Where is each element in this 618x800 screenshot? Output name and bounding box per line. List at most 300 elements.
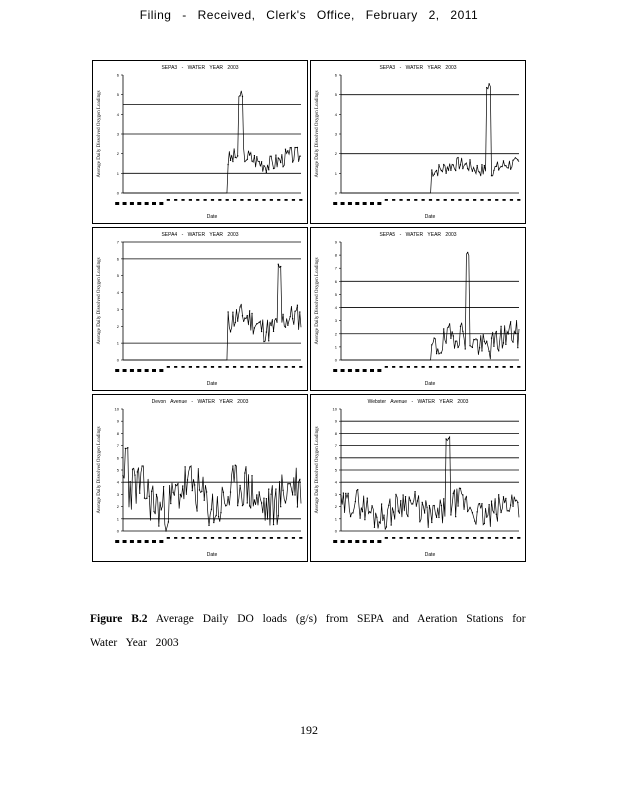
x-tick-mark (451, 199, 454, 201)
data-point (477, 165, 478, 166)
data-point (438, 164, 439, 165)
x-tick-mark (422, 199, 425, 201)
y-tick-label: 3 (334, 318, 337, 324)
chart-webster (311, 395, 525, 561)
data-point (489, 351, 490, 352)
data-point (398, 510, 399, 511)
data-point (268, 340, 269, 341)
y-tick-label: 4 (334, 479, 337, 485)
chart-devon (93, 395, 307, 561)
chart-panel-devon (92, 394, 308, 562)
y-axis-label: Average Daily Dissolved Oxygen Loadings (315, 90, 320, 178)
data-point (391, 524, 392, 525)
y-tick-label: 1 (334, 516, 337, 522)
series-line (341, 252, 519, 360)
data-point (275, 155, 276, 156)
x-tick-mark (414, 199, 417, 201)
y-tick-label: 0 (116, 528, 119, 534)
data-point (450, 514, 451, 515)
data-point (230, 491, 231, 492)
data-point (287, 483, 288, 484)
x-tick-mark (495, 537, 498, 539)
data-point (493, 170, 494, 171)
data-point (137, 471, 138, 472)
x-tick-mark (248, 366, 251, 368)
data-point (268, 489, 269, 490)
data-point (122, 475, 123, 476)
data-point (142, 465, 143, 466)
x-tick-mark (204, 199, 207, 201)
chart-panel-sepa5 (310, 227, 526, 391)
data-point (462, 494, 463, 495)
data-point (127, 447, 128, 448)
data-point (434, 338, 435, 339)
x-tick-mark (392, 199, 395, 201)
data-point (383, 515, 384, 516)
data-point (254, 327, 255, 328)
data-point (256, 323, 257, 324)
y-tick-label: 5 (334, 467, 337, 473)
data-point (232, 312, 233, 313)
data-point (491, 338, 492, 339)
data-point (352, 512, 353, 513)
y-tick-label: 6 (334, 72, 337, 78)
data-point (503, 342, 504, 343)
data-point (285, 502, 286, 503)
data-point (294, 311, 295, 312)
data-point (285, 327, 286, 328)
x-tick-mark (385, 199, 388, 201)
data-point (242, 505, 243, 506)
x-tick-mark (517, 537, 520, 539)
data-point (472, 512, 473, 513)
series-line (123, 91, 301, 193)
data-point (244, 161, 245, 162)
y-tick-label: 5 (116, 467, 119, 473)
x-tick-mark (363, 202, 367, 205)
data-point (156, 494, 157, 495)
x-tick-mark (370, 202, 374, 205)
data-point (273, 331, 274, 332)
data-point (450, 170, 451, 171)
data-point (486, 87, 487, 88)
data-point (386, 526, 387, 527)
data-point (249, 154, 250, 155)
data-point (474, 521, 475, 522)
data-point (446, 173, 447, 174)
x-tick-mark (145, 202, 149, 205)
data-point (472, 171, 473, 172)
data-point (374, 527, 375, 528)
x-tick-mark (377, 369, 381, 372)
y-axis-label: Average Daily Dissolved Oxygen Loadings (97, 257, 102, 345)
data-point (453, 335, 454, 336)
chart-sepa3-right (311, 61, 525, 223)
data-point (481, 503, 482, 504)
x-tick-mark (196, 366, 199, 368)
data-point (515, 500, 516, 501)
x-tick-mark (299, 537, 302, 539)
y-tick-label: 4 (334, 111, 337, 117)
x-tick-mark (167, 199, 170, 201)
x-tick-mark (333, 202, 337, 205)
x-tick-mark (240, 366, 243, 368)
data-point (388, 505, 389, 506)
data-point (261, 331, 262, 332)
data-point (484, 523, 485, 524)
data-point (220, 512, 221, 513)
x-tick-mark (399, 537, 402, 539)
x-tick-mark (502, 537, 505, 539)
data-point (294, 494, 295, 495)
data-point (208, 525, 209, 526)
data-point (441, 505, 442, 506)
data-point (168, 521, 169, 522)
x-tick-mark (248, 537, 251, 539)
data-point (297, 305, 298, 306)
data-point (259, 161, 260, 162)
data-point (282, 490, 283, 491)
data-point (438, 517, 439, 518)
x-tick-mark (233, 537, 236, 539)
data-point (462, 331, 463, 332)
data-point (290, 316, 291, 317)
y-tick-label: 5 (334, 291, 337, 297)
y-tick-label: 3 (116, 306, 119, 312)
chart-title: SEPA5 - WATER YEAR 2003 (379, 232, 457, 238)
x-tick-mark (429, 537, 432, 539)
y-tick-label: 1 (334, 170, 337, 176)
y-tick-label: 2 (116, 504, 119, 510)
x-tick-mark (370, 369, 374, 372)
data-point (350, 516, 351, 517)
data-point (280, 266, 281, 267)
data-point (261, 161, 262, 162)
data-point (271, 494, 272, 495)
data-point (467, 252, 468, 253)
data-point (474, 170, 475, 171)
data-point (247, 315, 248, 316)
data-point (273, 524, 274, 525)
x-tick-mark (377, 540, 381, 543)
data-point (254, 155, 255, 156)
x-tick-mark (436, 537, 439, 539)
x-tick-mark (204, 537, 207, 539)
data-point (185, 466, 186, 467)
x-tick-mark (284, 199, 287, 201)
data-point (225, 505, 226, 506)
data-point (469, 345, 470, 346)
x-tick-mark (414, 366, 417, 368)
x-tick-mark (370, 540, 374, 543)
x-tick-mark (436, 366, 439, 368)
data-point (292, 161, 293, 162)
x-tick-mark (277, 199, 280, 201)
series-line (123, 264, 301, 360)
data-point (496, 514, 497, 515)
data-point (173, 492, 174, 493)
data-point (457, 347, 458, 348)
x-tick-mark (292, 537, 295, 539)
data-point (505, 344, 506, 345)
y-tick-label: 6 (334, 278, 337, 284)
data-point (218, 516, 219, 517)
y-tick-label: 5 (116, 92, 119, 98)
data-point (285, 149, 286, 150)
y-tick-label: 6 (116, 455, 119, 461)
x-tick-mark (145, 369, 149, 372)
data-point (465, 164, 466, 165)
data-point (237, 321, 238, 322)
data-point (134, 475, 135, 476)
data-point (486, 341, 487, 342)
x-tick-mark (341, 202, 345, 205)
data-point (477, 339, 478, 340)
data-point (510, 321, 511, 322)
data-point (510, 168, 511, 169)
data-point (223, 492, 224, 493)
data-point (510, 505, 511, 506)
x-tick-mark (262, 366, 265, 368)
x-tick-mark (422, 366, 425, 368)
data-point (132, 469, 133, 470)
x-tick-mark (473, 199, 476, 201)
x-tick-mark (159, 540, 163, 543)
data-point (446, 342, 447, 343)
y-tick-label: 4 (116, 111, 119, 117)
x-tick-mark (159, 369, 163, 372)
x-tick-mark (130, 369, 134, 372)
x-tick-mark (458, 366, 461, 368)
y-tick-label: 0 (334, 357, 337, 363)
data-point (294, 147, 295, 148)
y-tick-label: 7 (116, 239, 119, 245)
data-point (448, 326, 449, 327)
data-point (465, 348, 466, 349)
x-tick-mark (444, 366, 447, 368)
data-point (448, 169, 449, 170)
data-point (290, 147, 291, 148)
data-point (278, 157, 279, 158)
x-tick-mark (270, 199, 273, 201)
x-tick-mark (115, 540, 119, 543)
data-point (280, 506, 281, 507)
x-tick-mark (189, 199, 192, 201)
data-point (412, 503, 413, 504)
chart-title: Webster Avenue - WATER YEAR 2003 (367, 399, 469, 405)
x-tick-mark (385, 537, 388, 539)
data-point (434, 174, 435, 175)
data-point (429, 505, 430, 506)
y-tick-label: 1 (116, 340, 119, 346)
data-point (426, 507, 427, 508)
data-point (357, 489, 358, 490)
x-tick-mark (414, 537, 417, 539)
data-point (263, 341, 264, 342)
x-tick-mark (392, 366, 395, 368)
y-tick-label: 2 (334, 504, 337, 510)
x-tick-mark (348, 540, 352, 543)
x-tick-mark (385, 366, 388, 368)
y-tick-label: 10 (114, 406, 119, 412)
x-tick-mark (363, 369, 367, 372)
x-tick-mark (495, 199, 498, 201)
data-point (467, 168, 468, 169)
x-tick-mark (270, 366, 273, 368)
x-tick-mark (218, 537, 221, 539)
data-point (261, 502, 262, 503)
y-tick-label: 5 (116, 273, 119, 279)
data-point (515, 157, 516, 158)
x-tick-mark (145, 540, 149, 543)
data-point (199, 489, 200, 490)
chart-title: SEPA4 - WATER YEAR 2003 (161, 232, 239, 238)
y-tick-label: 3 (116, 491, 119, 497)
data-point (125, 448, 126, 449)
x-axis-label: Date (424, 381, 436, 387)
x-tick-mark (299, 366, 302, 368)
x-tick-mark (233, 366, 236, 368)
x-tick-mark (174, 537, 177, 539)
data-point (491, 501, 492, 502)
data-point (503, 160, 504, 161)
x-tick-mark (407, 537, 410, 539)
y-tick-label: 9 (116, 418, 119, 424)
x-tick-mark (407, 366, 410, 368)
x-tick-mark (341, 540, 345, 543)
data-point (455, 170, 456, 171)
x-tick-mark (233, 199, 236, 201)
x-tick-mark (451, 537, 454, 539)
data-point (290, 483, 291, 484)
x-tick-mark (444, 199, 447, 201)
y-tick-label: 1 (334, 344, 337, 350)
chart-sepa4 (93, 228, 307, 390)
data-point (410, 500, 411, 501)
data-point (450, 338, 451, 339)
x-tick-mark (436, 199, 439, 201)
y-tick-label: 3 (334, 131, 337, 137)
data-point (472, 347, 473, 348)
x-tick-mark (277, 366, 280, 368)
x-tick-mark (458, 199, 461, 201)
data-point (479, 172, 480, 173)
x-axis-label: Date (424, 552, 436, 558)
data-point (263, 498, 264, 499)
data-point (251, 313, 252, 314)
data-point (170, 503, 171, 504)
data-point (278, 264, 279, 265)
x-tick-mark (510, 366, 513, 368)
data-point (144, 498, 145, 499)
data-point (360, 518, 361, 519)
x-tick-mark (363, 540, 367, 543)
x-tick-mark (488, 537, 491, 539)
x-tick-mark (189, 366, 192, 368)
y-tick-label: 4 (334, 305, 337, 311)
y-axis-label: Average Daily Dissolved Oxygen Loadings (315, 257, 320, 345)
y-tick-label: 6 (116, 256, 119, 262)
data-point (443, 328, 444, 329)
data-point (230, 160, 231, 161)
x-tick-mark (167, 537, 170, 539)
chart-title: Devon Avenue - WATER YEAR 2003 (151, 399, 249, 405)
y-tick-label: 5 (334, 92, 337, 98)
data-point (503, 496, 504, 497)
data-point (446, 438, 447, 439)
x-tick-mark (262, 199, 265, 201)
data-point (256, 156, 257, 157)
data-point (282, 166, 283, 167)
data-point (512, 160, 513, 161)
x-tick-mark (480, 366, 483, 368)
data-point (481, 350, 482, 351)
x-tick-mark (181, 366, 184, 368)
x-tick-mark (355, 540, 359, 543)
x-tick-mark (218, 366, 221, 368)
x-tick-mark (473, 366, 476, 368)
chart-sepa3-left (93, 61, 307, 223)
x-tick-mark (341, 369, 345, 372)
data-point (489, 83, 490, 84)
x-tick-mark (510, 537, 513, 539)
figure-caption (90, 607, 530, 655)
data-point (491, 175, 492, 176)
y-tick-label: 1 (116, 170, 119, 176)
data-point (462, 168, 463, 169)
data-point (275, 488, 276, 489)
data-point (484, 341, 485, 342)
y-tick-label: 9 (334, 418, 337, 424)
x-tick-mark (248, 199, 251, 201)
x-tick-mark (211, 366, 214, 368)
x-tick-mark (355, 369, 359, 372)
x-tick-mark (407, 199, 410, 201)
data-point (436, 517, 437, 518)
x-tick-mark (123, 202, 127, 205)
x-tick-mark (159, 202, 163, 205)
x-tick-mark (348, 202, 352, 205)
data-point (278, 515, 279, 516)
data-point (175, 484, 176, 485)
data-point (213, 522, 214, 523)
x-tick-mark (262, 537, 265, 539)
x-tick-mark (226, 199, 229, 201)
data-point (500, 326, 501, 327)
x-tick-mark (255, 199, 258, 201)
y-tick-label: 2 (116, 323, 119, 329)
chart-sepa5 (311, 228, 525, 390)
data-point (417, 500, 418, 501)
x-tick-mark (226, 537, 229, 539)
data-point (266, 331, 267, 332)
data-point (508, 167, 509, 168)
data-point (436, 170, 437, 171)
x-axis-label: Date (206, 214, 218, 220)
data-point (477, 511, 478, 512)
data-point (422, 502, 423, 503)
data-point (201, 491, 202, 492)
data-point (496, 166, 497, 167)
data-point (282, 314, 283, 315)
data-point (484, 165, 485, 166)
data-point (151, 491, 152, 492)
data-point (235, 322, 236, 323)
data-point (271, 156, 272, 157)
data-point (465, 499, 466, 500)
y-tick-label: 0 (334, 528, 337, 534)
x-tick-mark (480, 199, 483, 201)
